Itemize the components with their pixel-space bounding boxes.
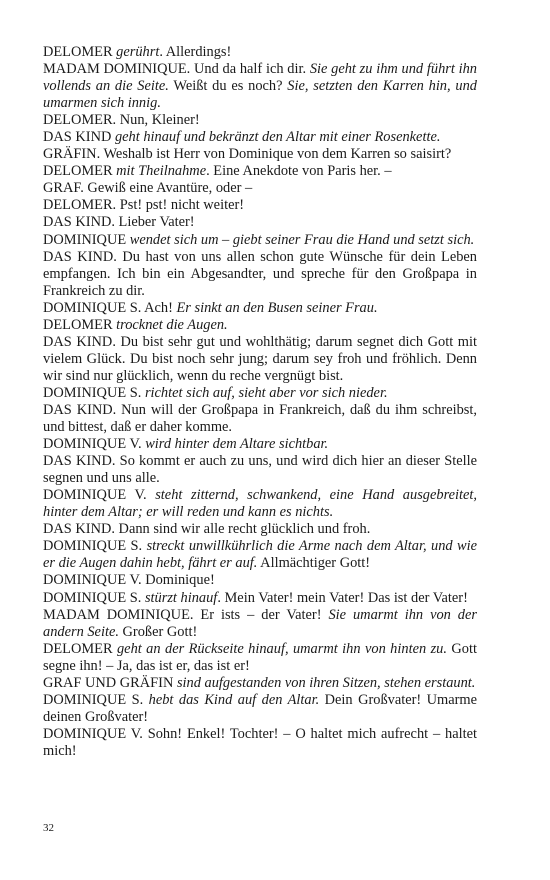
dialogue-paragraph [43, 453, 477, 487]
dialogue-text: DELOMER. Pst! pst! nicht weiter! [43, 197, 245, 214]
dialogue-paragraph [43, 163, 477, 180]
dialogue-text: DAS KIND. Du hast von uns allen schon gute Wünsche für dein Leben empfangen. Ich bin ein Abgesandter, und spreche für den Großpapa in Frankreich zu dir. [43, 248, 477, 299]
dialogue-paragraph [43, 249, 477, 300]
dialogue-paragraph [43, 197, 477, 214]
stage-direction: Sie geht zu ihm und führt ihn vollends an die Seite. [43, 61, 477, 95]
dialogue-text: DOMINIQUE S. Ach! [43, 299, 177, 316]
dialogue-paragraph [43, 726, 477, 760]
dialogue-text: DOMINIQUE S. [43, 589, 145, 606]
stage-direction: hebt das Kind auf den Altar. [148, 691, 320, 708]
dialogue-text: Großer Gott! [118, 623, 198, 640]
dialogue-paragraph [43, 590, 477, 607]
dialogue-paragraph [43, 334, 477, 385]
dialogue-text: DELOMER [43, 163, 117, 180]
dialogue-paragraph [43, 146, 477, 163]
dialogue-text: Allmächtiger Gott! [257, 555, 371, 572]
dialogue-text: GRAF UND GRÄFIN [43, 674, 177, 691]
dialogue-text: DELOMER. Nun, Kleiner! [43, 112, 200, 129]
dialogue-paragraph [43, 572, 477, 589]
dialogue-paragraph [43, 436, 477, 453]
page-number: 32 [43, 822, 54, 834]
stage-direction: Sie, setzten den Karren hin, und umarmen sich innig. [43, 78, 477, 112]
dialogue-text: GRÄFIN. Weshalb ist Herr von Dominique von dem Karren so saisirt? [43, 146, 452, 163]
dialogue-text: DOMINIQUE [43, 231, 130, 248]
dialogue-paragraph [43, 44, 477, 61]
dialogue-text: DAS KIND. Nun will der Großpapa in Frankreich, daß du ihm schreibst, und bittest, daß er daher komme. [43, 401, 477, 436]
dialogue-text: DAS KIND. Lieber Vater! [43, 214, 195, 231]
stage-direction: geht an der Rückseite hinauf, umarmt ihn von hinten zu. [116, 640, 447, 657]
dialogue-text: DOMINIQUE S. [43, 538, 147, 555]
dialogue-text: Gott segne ihn! – Ja, das ist er, das ist er! [43, 640, 477, 674]
dialogue-paragraph [43, 317, 477, 334]
dialogue-paragraph [43, 402, 477, 436]
stage-direction: Sie umarmt ihn von der andern Seite. [43, 606, 477, 640]
page-body [43, 44, 477, 760]
dialogue-text: DAS KIND. Du bist sehr gut und wohlthätig; darum segnet dich Gott mit vielem Glück. Du bist noch sehr jung; darum sey froh und fröhlich. Denn wir sind nur glücklich, wenn du reche vergnügt bist. [43, 333, 477, 384]
dialogue-paragraph [43, 300, 477, 317]
stage-direction: steht zitternd, schwankend, eine Hand ausgebreitet, hinter dem Altar; er will reden und kann es nichts. [43, 487, 478, 521]
dialogue-paragraph [43, 692, 477, 726]
stage-direction: richtet sich auf, sieht aber vor sich nieder. [144, 384, 388, 401]
dialogue-paragraph [43, 641, 477, 675]
dialogue-paragraph [43, 607, 477, 641]
dialogue-paragraph [43, 675, 477, 692]
dialogue-text: DOMINIQUE V. [43, 487, 156, 504]
dialogue-text: Dein Großvater! Umarme deinen Großvater! [43, 691, 478, 725]
dialogue-text: MADAM DOMINIQUE. Und da half ich dir. [43, 61, 310, 78]
dialogue-paragraph [43, 61, 477, 112]
dialogue-paragraph [43, 112, 477, 129]
dialogue-text: DAS KIND. Dann sind wir alle recht glücklich und froh. [43, 521, 371, 538]
stage-direction: sind aufgestanden von ihren Sitzen, stehen erstaunt. [176, 674, 476, 691]
dialogue-text: DELOMER [43, 640, 117, 657]
stage-direction: Er sinkt an den Busen seiner Frau. [176, 299, 378, 316]
stage-direction: streckt unwillkührlich die Arme nach dem Altar, und wie er die Augen dahin hebt, fährt er auf. [43, 538, 477, 572]
dialogue-paragraph [43, 487, 477, 521]
dialogue-text: DAS KIND. So kommt er auch zu uns, und wird dich hier an dieser Stelle segnen und uns alle. [43, 453, 477, 487]
dialogue-text: DELOMER [43, 316, 117, 333]
stage-direction: gerührt [116, 44, 160, 60]
dialogue-paragraph [43, 521, 477, 538]
dialogue-text: DAS KIND [43, 129, 115, 146]
dialogue-paragraph [43, 129, 477, 146]
dialogue-paragraph [43, 214, 477, 231]
dialogue-text: . Mein Vater! mein Vater! Das ist der Vater! [217, 589, 468, 606]
dialogue-text: . Eine Anekdote von Paris her. – [206, 163, 392, 180]
stage-direction: mit Theilnahme [116, 163, 207, 180]
dialogue-text: Weißt du es noch? [168, 78, 288, 95]
dialogue-text: DELOMER [43, 44, 117, 60]
dialogue-paragraph [43, 538, 477, 572]
dialogue-text: DOMINIQUE S. [43, 384, 145, 401]
dialogue-text: DOMINIQUE V. [43, 436, 146, 453]
stage-direction: stürzt hinauf [144, 589, 218, 606]
stage-direction: trocknet die Augen. [116, 316, 228, 333]
dialogue-text: . Allerdings! [159, 44, 232, 60]
dialogue-text: DOMINIQUE V. Dominique! [43, 572, 215, 589]
dialogue-text: MADAM DOMINIQUE. Er ists – der Vater! [43, 606, 329, 623]
dialogue-paragraph [43, 180, 477, 197]
dialogue-paragraph [43, 232, 477, 249]
dialogue-text: GRAF. Gewiß eine Avantüre, oder – [43, 180, 253, 197]
stage-direction: wird hinter dem Altare sichtbar. [145, 436, 329, 453]
dialogue-paragraph [43, 385, 477, 402]
dialogue-text: DOMINIQUE S. [43, 691, 149, 708]
dialogue-text: DOMINIQUE V. Sohn! Enkel! Tochter! – O haltet mich aufrecht – haltet mich! [43, 725, 477, 759]
stage-direction: geht hinauf und bekränzt den Altar mit einer Rosenkette. [114, 129, 441, 146]
stage-direction: wendet sich um – giebt seiner Frau die Hand und setzt sich. [129, 231, 475, 248]
